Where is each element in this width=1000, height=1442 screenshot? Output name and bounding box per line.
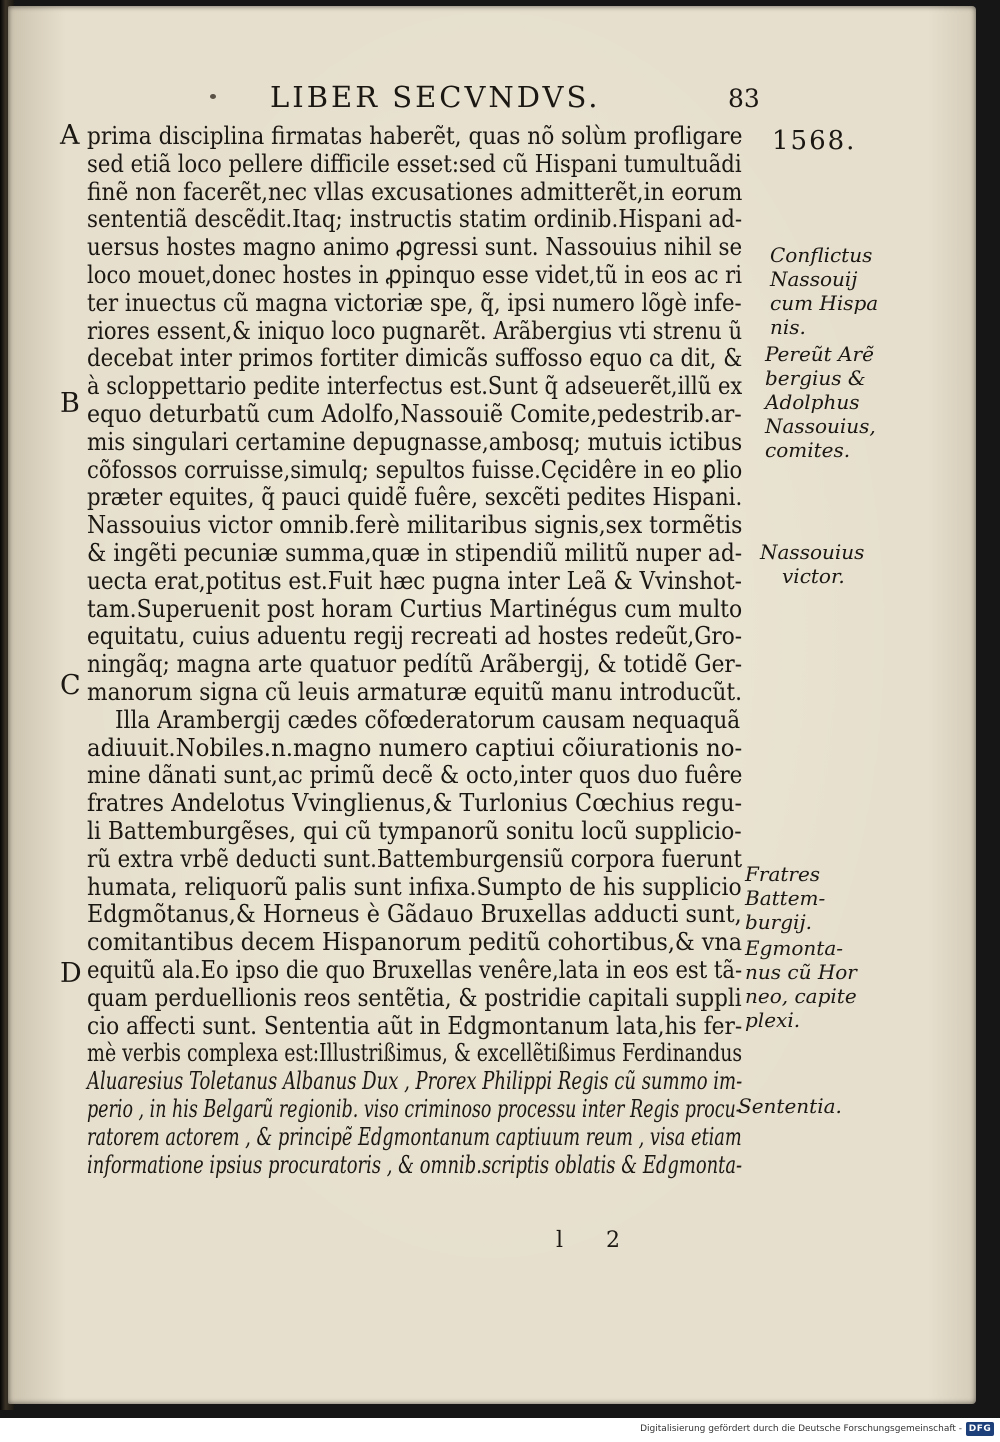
section-letter-d: D	[60, 958, 82, 989]
text-line: Edgmõtanus,& Horneus è Gãdauo Bruxellas adducti sunt,	[87, 899, 742, 929]
margin-note-line: Nassouij	[770, 267, 858, 291]
running-head: LIBER SECVNDVS.	[270, 80, 601, 114]
text-line: informatione ipsius procuratoris , & omnib.scriptis oblatis & Edgmonta-	[87, 1149, 743, 1179]
page-number: 83	[728, 84, 760, 113]
margin-year: 1568.	[772, 126, 857, 156]
text-line: decebat inter primos fortiter dimicãs suffosso equo ca dit, &	[87, 343, 743, 373]
text-line: mis singulari certamine depugnasse,ambosq; mutuis ictibus	[87, 426, 743, 456]
text-line: mè verbis complexa est:Illustrißimus, & excellẽtißimus Ferdinandus	[87, 1038, 743, 1068]
margin-note-fratres	[745, 862, 825, 934]
text-line: mine dãnati sunt,ac primũ decẽ & octo,inter quos duo fuêre	[87, 760, 743, 790]
text-line: equitatu, cuius aduentu regij recreati ad hostes redeũt,Gro-	[87, 621, 743, 651]
text-line: sed etiã loco pellere difficile esset:sed cũ Hispani tumultuãdi	[87, 148, 742, 178]
margin-note-line: plexi.	[745, 1008, 801, 1032]
margin-note-line: Pereũt Arẽ	[765, 342, 874, 366]
margin-note-line: burgij.	[745, 910, 813, 934]
section-letter-c: C	[60, 670, 81, 701]
margin-note-line: nis.	[770, 315, 806, 339]
margin-note-line: Nassouius,	[765, 414, 876, 438]
section-letter-b: B	[60, 388, 80, 419]
text-line: sententiã descẽdit.Itaq; instructis statim ordinib.Hispani ad-	[87, 204, 743, 234]
margin-note-line: victor.	[782, 564, 845, 588]
text-line: rũ extra vrbẽ deducti sunt.Battemburgensiũ corpora fuerunt	[87, 843, 742, 873]
section-letter-a: A	[60, 120, 80, 151]
margin-note-line: bergius &	[765, 366, 866, 390]
text-line: comitantibus decem Hispanorum peditũ cohortibus,& vna	[87, 927, 742, 957]
margin-note-victor	[760, 540, 864, 588]
margin-note-sententia	[738, 1094, 842, 1118]
text-line: Aluaresius Toletanus Albanus Dux , Prorex Philippi Regis cũ summo im-	[87, 1066, 743, 1096]
text-line: fratres Andelotus Vvinglienus,& Turlonius Cœchius regu-	[87, 788, 743, 818]
text-line: manorum signa cũ leuis armaturæ equitũ manu introducũt.	[87, 677, 742, 706]
margin-note-pereunt	[765, 342, 876, 462]
margin-note-line: Conflictus	[770, 243, 873, 267]
margin-note-line: Egmonta-	[745, 936, 844, 960]
text-line: & ingẽti pecuniæ summa,quæ in stipendiũ militũ nuper ad-	[87, 538, 743, 567]
margin-note-line: cum Hispa	[770, 291, 879, 315]
margin-note-line: Nassouius	[760, 540, 865, 564]
margin-note-line: neo, capite	[745, 984, 857, 1008]
text-line: riores essent,& iniquo loco pugnarẽt. Arãbergius vti strenu ũ	[87, 315, 743, 345]
text-line: à scloppettario pedite interfectus est.Sunt q̃ adseuerẽt,illũ ex	[87, 371, 743, 401]
text-line: tam.Superuenit post horam Curtius Martinégus cum multo	[87, 593, 743, 623]
ink-blot	[210, 94, 216, 99]
margin-note-line: Fratres	[745, 862, 821, 886]
margin-note-egmontanus	[745, 936, 857, 1032]
text-line: ningãq; magna arte quatuor pedítũ Arãbergij, & totidẽ Ger-	[87, 649, 743, 679]
text-line: finẽ non facerẽt,nec vllas excusationes admitterẽt,in eorum	[87, 176, 743, 206]
text-line: humata, reliquorũ palis sunt infixa.Sumpto de his supplicio	[87, 871, 742, 901]
text-line: ratorem actorem , & principẽ Edgmontanum captiuum reum , visa etiam	[87, 1121, 742, 1151]
text-line: prima disciplina firmatas haberẽt, quas nõ solùm profligare	[87, 121, 743, 150]
text-line: præter equites, q̃ pauci quidẽ fuêre, sexcẽti pedites Hispani.	[87, 482, 743, 512]
text-line: adiuuit.Nobiles.n.magno numero captiui cõiurationis no-	[87, 732, 743, 762]
text-line: li Battemburgẽses, qui cũ tympanorũ sonitu locũ supplicio-	[87, 816, 742, 845]
text-line: cõfossos corruisse,simulq; sepultos fuisse.Cęcidêre in eo ꝑlio	[87, 454, 743, 484]
margin-note-conflictus	[770, 243, 878, 339]
margin-note-line: Battem-	[745, 886, 826, 910]
text-line: equo deturbatũ cum Adolfo,Nassouiẽ Comite,pedestrib.ar-	[87, 399, 742, 428]
margin-note-line: Sententia.	[738, 1094, 842, 1118]
text-line: loco mouet,donec hostes in ꝓpinquo esse videt,tũ in eos ac ri	[87, 260, 742, 289]
text-line: uecta erat,potitus est.Fuit hæc pugna inter Leã & Vvinshot-	[87, 565, 742, 595]
text-line: ter inuectus cũ magna victoriæ spe, q̃, ipsi numero lõgè infe-	[87, 287, 742, 317]
text-line: uersus hostes magno animo ꝓgressi sunt. Nassouius nihil se	[87, 232, 743, 262]
margin-note-line: Adolphus	[765, 390, 860, 414]
text-line: Illa Arambergij cædes cõfœderatorum causam nequaquã	[115, 704, 741, 734]
margin-note-line: comites.	[765, 438, 851, 462]
footer	[0, 1418, 1000, 1442]
margin-note-line: nus cũ Hor	[745, 960, 857, 984]
text-line: Nassouius victor omnib.ferè militaribus signis,sex tormẽtis	[87, 510, 743, 540]
dfg-logo: DFG	[966, 1422, 994, 1436]
text-line: equitũ ala.Eo ipso die quo Bruxellas venêre,lata in eos est tã-	[87, 955, 743, 984]
text-line: quam perduellionis reos sentẽtia, & postridie capitali suppli	[87, 982, 742, 1012]
footer-text: Digitalisierung gefördert durch die Deutsche Forschungsgemeinschaft -	[640, 1424, 962, 1434]
signature-mark: l 2	[556, 1228, 639, 1253]
text-line: cio affecti sunt. Sententia aũt in Edgmontanum lata,his fer-	[87, 1010, 743, 1040]
text-line: perio , in his Belgarũ regionib. viso criminoso processu inter Regis procu-	[87, 1094, 742, 1123]
